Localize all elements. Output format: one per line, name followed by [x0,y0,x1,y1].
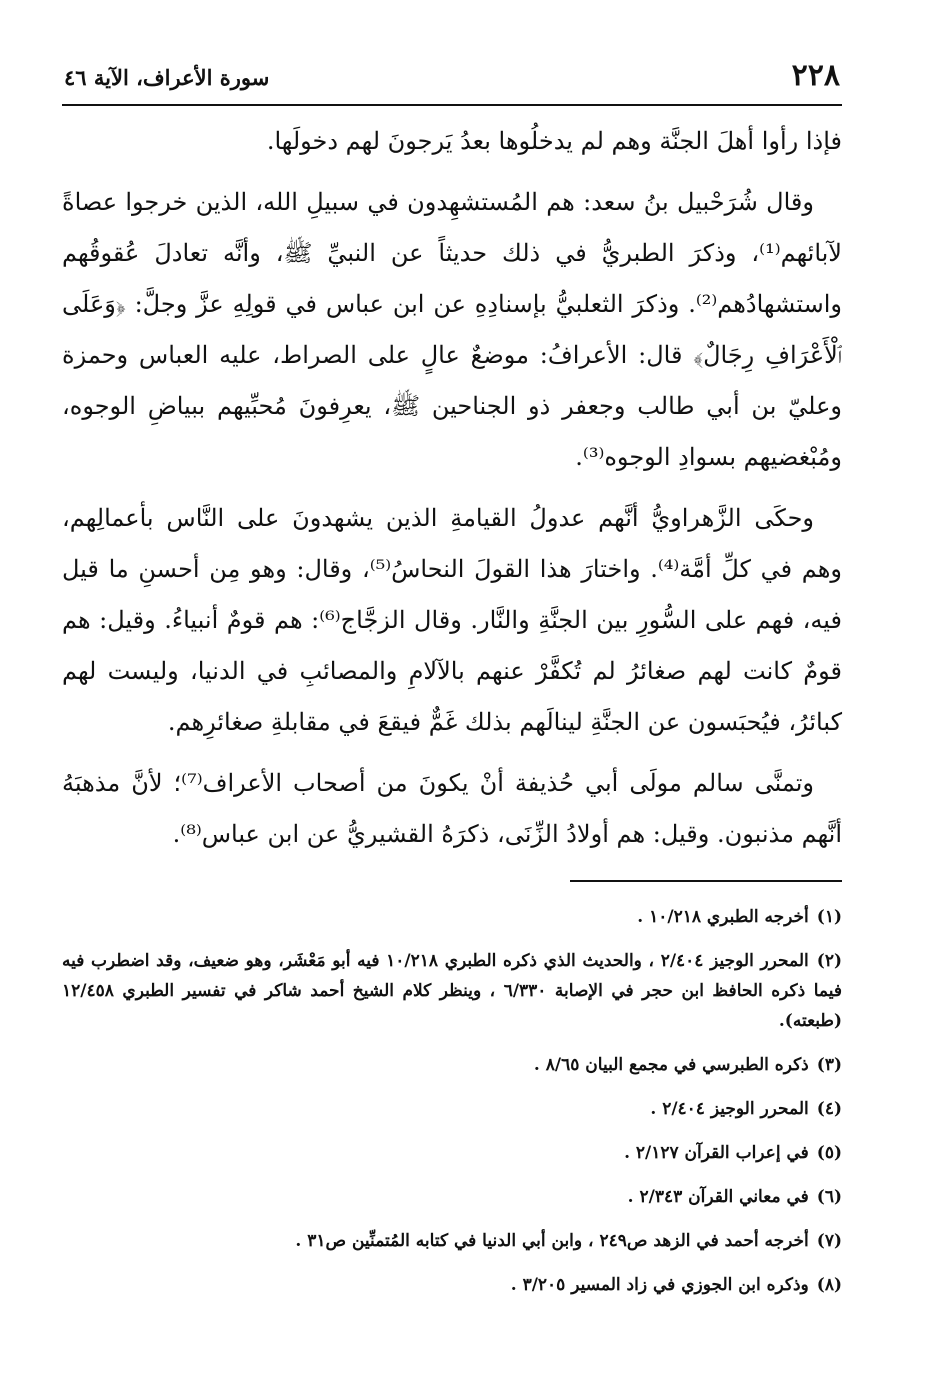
footnote [62,1094,842,1124]
footnote [62,1182,842,1212]
book-page [62,58,842,1314]
page-header [62,58,842,106]
footnote [62,1270,842,1300]
footnote-number: (٢) [816,951,842,971]
footnote [62,1050,842,1080]
footnote [62,946,842,1036]
running-title: سورة الأعراف، الآية ٤٦ [64,65,270,90]
footnote-number: (٤) [816,1099,842,1119]
footnote-text: المحرر الوجيز ٢/٤٠٤ . [650,1099,809,1119]
paragraph: فإذا رأوا أهلَ الجنَّة وهم لم يدخلُوها بعدُ يَرجونَ لهم دخولَها. [266,127,842,155]
paragraph: وتمنَّى سالم مولَى أبي حُذيفة أنْ يكونَ من أصحاب الأعراف⁽⁷⁾؛ لأنَّ مذهبَهُ أنَّهم مذنبون. وقيل: هم أولادُ الزِّنَى، ذكرَهُ القشيريُّ عن ابن عباس⁽⁸⁾. [62,769,842,848]
paragraph: وقال شُرَحْبيل بنُ سعد: هم المُستشهِدون في سبيلِ الله، الذين خرجوا عصاةً لآبائهم⁽¹⁾، وذكرَ الطبريُّ في ذلك حديثاً عن النبيِّ ﷺ، وأنَّه تعادلَ عُقوقُهم واستشهادُهم⁽²⁾. وذكرَ الثعلبيُّ بإسنادِهِ عن ابن عباس في قولِهِ عزَّ وجلَّ: ﴿وَعَلَى ٱلْأَعْرَافِ رِجَالٌ﴾ قال: الأعرافُ: موضعٌ عالٍ على الصراط، عليه العباس وحمزة وعليّ بن أبي طالب وجعفر ذو الجناحين ﷺ، يعرِفونَ مُحبِّيهم ببياضِ الوجوه، ومُبْغضيهم بسوادِ الوجوه⁽³⁾. [62,188,842,471]
footnote-divider [570,880,842,882]
footnote-text: وذكره ابن الجوزي في زاد المسير ٣/٢٠٥ . [510,1275,809,1295]
footnote-number: (٦) [816,1187,842,1207]
footnote-number: (٥) [816,1143,842,1163]
page-number: ٢٢٨ [791,58,840,93]
footnote-text: المحرر الوجيز ٢/٤٠٤ ، والحديث الذي ذكره الطبري ١٠/٢١٨ فيه أبو مَعْشَر، وهو ضعيف، وقد اضطرب فيه فيما ذكره الحافظ ابن حجر في الإصابة ٦/٣٣٠ ، وينظر كلام الشيخ أحمد شاكر في تفسير الطبري ١٢/٤٥٨ (طبعته). [62,951,842,1031]
footnote-number: (١) [816,907,842,927]
footnote [62,902,842,932]
footnote-text: أخرجه أحمد في الزهد ص٢٤٩ ، وابن أبي الدنيا في كتابه المُتمنِّين ص٣١ . [295,1231,809,1251]
footnote [62,1138,842,1168]
main-text [62,116,842,860]
footnote-text: في إعراب القرآن ٢/١٢٧ . [624,1143,809,1163]
footnote-text: في معاني القرآن ٢/٣٤٣ . [627,1187,809,1207]
footnote-number: (٧) [816,1231,842,1251]
footnote-number: (٣) [816,1055,842,1075]
footnote [62,1226,842,1256]
footnotes [62,902,842,1300]
paragraph: وحكَى الزَّهراويُّ أنَّهم عدولُ القيامةِ الذين يشهدونَ على النَّاس بأعمالِهم، وهم في كلِّ أمَّة⁽⁴⁾. واختارَ هذا القولَ النحاسُ⁽⁵⁾، وقال: وهو مِن أحسنِ ما قيل فيه، فهم على السُّورِ بين الجنَّةِ والنَّار. وقال الزجَّاج⁽⁶⁾: هم قومٌ أنبياءُ. وقيل: هم قومٌ كانت لهم صغائرُ لم تُكفَّرْ عنهم بالآلامِ والمصائبِ في الدنيا، وليست لهم كبائرُ، فيُحبَسون عن الجنَّةِ لينالَهم بذلك غَمٌّ فيقعَ في مقابلةِ صغائرِهم. [62,504,843,736]
footnote-number: (٨) [816,1275,842,1295]
footnote-text: أخرجه الطبري ١٠/٢١٨ . [637,907,809,927]
footnote-text: ذكره الطبرسي في مجمع البيان ٨/٦٥ . [533,1055,809,1075]
